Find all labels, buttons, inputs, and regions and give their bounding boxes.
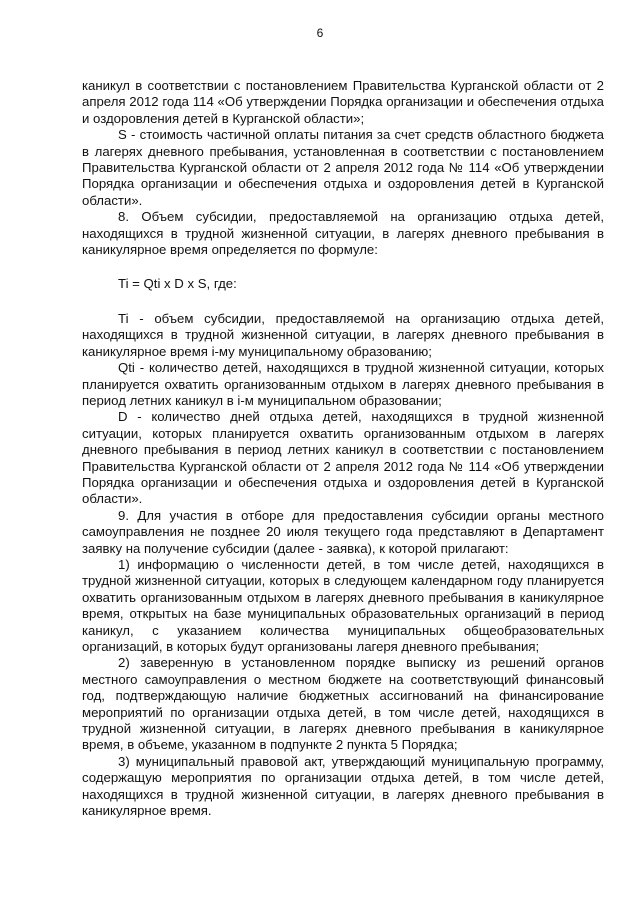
paragraph-item-8: 8. Объем субсидии, предоставляемой на организацию отдыха детей, находящихся в трудной жизненной ситуации, в лагерях дневного пребывания в каникулярное время определяется по формуле: (82, 209, 604, 258)
paragraph-subitem-1: 1) информацию о численности детей, в том числе детей, находящихся в трудной жизненной ситуации, которых в следующем календарном году планируется охватить организованным отдыхом в лагерях дневного пребывания в каникулярное время, открытых на базе муниципальных образовательных организаций в период каникул, с указанием количества муниципальных общеобразовательных организаций, в которых будут организованы лагеря дневного пребывания; (82, 556, 604, 654)
paragraph-continuation: каникул в соответствии с постановлением Правительства Курганской области от 2 апреля 2012 года 114 «Об утверждении Порядка организации и обеспечения отдыха и оздоровления детей в Курганской области»; (82, 78, 604, 126)
paragraph-definition-qti: Qti - количество детей, находящихся в трудной жизненной ситуации, которых планируется охватить организованным отдыхом в лагерях дневного пребывания в период летних каникул в i-м муниципальном образовании; (82, 360, 604, 408)
paragraph-definition-s: S - стоимость частичной оплаты питания за счет средств областного бюджета в лагерях дневного пребывания, установленная в соответствии с постановлением Правительства Курганской области от 2 апреля 2012 года № 114 «Об утверждении Порядка организации и обеспечения отдыха и оздоровления детей в Курганской области». (82, 127, 604, 208)
paragraph-definition-d: D - количество дней отдыха детей, находящихся в трудной жизненной ситуации, которых планируется охватить организованным отдыхом в лагерях дневного пребывания в период летних каникул в соответствии с постановлением Правительства Курганской области от 2 апреля 2012 года № 114 «Об утверждении Порядка организации и обеспечения отдыха и оздоровления детей в Курганской области». (82, 409, 604, 507)
page-number: 6 (316, 26, 324, 40)
paragraph-subitem-2: 2) заверенную в установленном порядке выписку из решений органов местного самоуправления о местном бюджете на соответствующий финансовый год, подтверждающую наличие бюджетных ассигнований на финансирование мероприятий по организации отдыха детей, в том числе детей, находящихся в трудной жизненной ситуации, в лагерях дневного пребывания в каникулярное время, в объеме, указанном в подпункте 2 пункта 5 Порядка; (82, 655, 604, 753)
formula: Ti = Qti x D x S, где: (118, 276, 237, 292)
paragraph-definition-ti: Ti - объем субсидии, предоставляемой на организацию отдыха детей, находящихся в трудной жизненной ситуации, в лагерях дневного пребывания в каникулярное время i-му муниципальному образованию; (82, 310, 604, 359)
paragraph-item-9: 9. Для участия в отборе для предоставления субсидии органы местного самоуправления не позднее 20 июля текущего года представляют в Департамент заявку на получение субсидии (далее - заявка), к которой прилагают: (82, 507, 604, 556)
paragraph-subitem-3: 3) муниципальный правовой акт, утверждающий муниципальную программу, содержащую мероприятия по организации отдыха детей, в том числе детей, находящихся в трудной жизненной ситуации, в лагерях дневного пребывания в каникулярное время. (82, 753, 604, 819)
document-body (82, 78, 604, 819)
